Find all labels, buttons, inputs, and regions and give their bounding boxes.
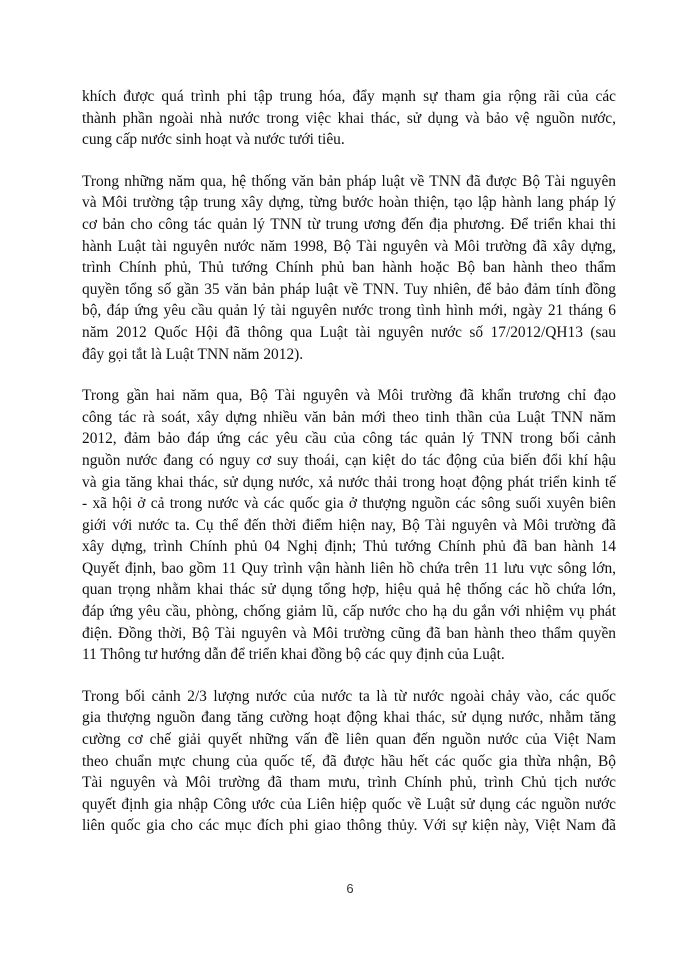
text-line: quyền tổng số gần 35 văn bản pháp luật về TNN. Tuy nhiên, để bảo đảm tính đồng	[82, 280, 616, 298]
text-line: Trong bối cảnh 2/3 lượng nước của nước ta là từ nước ngoài chảy vào, các quốc	[82, 687, 616, 705]
text-line: đây gọi tắt là Luật TNN năm 2012).	[82, 345, 304, 363]
text-line: cường cơ chế giải quyết những vấn đề liên quan đến nguồn nước của Việt Nam	[82, 731, 616, 749]
text-line: cơ bản cho công tác quản lý TNN từ trung ương đến địa phương. Để triển khai thi	[82, 215, 616, 233]
text-line: Trong gần hai năm qua, Bộ Tài nguyên và Môi trường đã khẩn trương chỉ đạo	[82, 387, 616, 405]
document-body	[82, 86, 616, 857]
text-line: công tác rà soát, xây dựng nhiều văn bản mới theo tinh thần của Luật TNN năm	[82, 408, 616, 426]
text-line: gia thượng nguồn đang tăng cường hoạt động khai thác, sử dụng nước, nhằm tăng	[82, 709, 616, 727]
text-line: và Môi trường tập trung xây dựng, từng bước hoàn thiện, tạo lập hành lang pháp lý	[82, 194, 616, 212]
text-line: bộ, đáp ứng yêu cầu quản lý tài nguyên nước trong tình hình mới, ngày 21 tháng 6	[82, 302, 616, 320]
text-line: quyết định gia nhập Công ước của Liên hiệp quốc về Luật sử dụng các nguồn nước	[82, 795, 616, 813]
page-number: 6	[346, 881, 354, 896]
text-line: liên quốc gia cho các mục đích phi giao thông thủy. Với sự kiện này, Việt Nam đã	[82, 817, 616, 835]
text-line: cung cấp nước sinh hoạt và nước tưới tiêu.	[82, 131, 345, 149]
text-line: Quyết định, bao gồm 11 Quy trình vận hành liên hồ chứa trên 11 lưu vực sông lớn,	[82, 559, 616, 577]
paragraph-3	[82, 385, 616, 666]
text-line: - xã hội ở cả trong nước và các quốc gia ở thượng nguồn các sông suối xuyên biên	[82, 495, 616, 513]
text-line: 11 Thông tư hướng dẫn để triển khai đồng bộ các quy định của Luật.	[82, 646, 505, 664]
text-line: thành phần ngoài nhà nước trong việc khai thác, sử dụng và bảo vệ nguồn nước,	[82, 109, 616, 127]
text-line: Trong những năm qua, hệ thống văn bản pháp luật về TNN đã được Bộ Tài nguyên	[82, 172, 616, 190]
paragraph-4	[82, 686, 616, 837]
text-line: xây dựng, trình Chính phủ 04 Nghị định; Thủ tướng Chính phủ đã ban hành 14	[82, 538, 616, 556]
text-line: và gia tăng khai thác, sử dụng nước, xả nước thải trong hoạt động phát triển kinh tế	[82, 473, 616, 491]
text-line: theo chuẩn mực chung của quốc tế, đã được hầu hết các quốc gia thừa nhận, Bộ	[82, 752, 616, 770]
text-line: Tài nguyên và Môi trường đã tham mưu, trình Chính phủ, trình Chủ tịch nước	[82, 774, 616, 792]
text-line: quan trọng nhằm khai thác sử dụng tổng hợp, hiệu quả hệ thống các hồ chứa lớn,	[82, 581, 616, 599]
text-line: trình Chính phủ, Thủ tướng Chính phủ ban hành hoặc Bộ ban hành theo thẩm	[82, 259, 616, 277]
text-line: điện. Đồng thời, Bộ Tài nguyên và Môi trường cũng đã ban hành theo thẩm quyền	[82, 624, 616, 642]
text-line: đáp ứng yêu cầu, phòng, chống giảm lũ, cấp nước cho hạ du gắn với nhiệm vụ phát	[82, 603, 616, 621]
paragraph-2	[82, 171, 616, 365]
text-line: giới với nước ta. Cụ thể đến thời điểm hiện nay, Bộ Tài nguyên và Môi trường đã	[82, 516, 616, 534]
text-line: năm 2012 Quốc Hội đã thông qua Luật tài nguyên nước số 17/2012/QH13 (sau	[82, 323, 616, 341]
text-line: hành Luật tài nguyên nước năm 1998, Bộ Tài nguyên và Môi trường đã xây dựng,	[82, 237, 616, 255]
text-line: khích được quá trình phi tập trung hóa, đẩy mạnh sự tham gia rộng rãi của các	[82, 88, 616, 105]
text-line: nguồn nước đang có nguy cơ suy thoái, cạn kiệt do tác động của biến đổi khí hậu	[82, 451, 616, 469]
text-line: 2012, đảm bảo đáp ứng các yêu cầu của công tác quản lý TNN trong bối cảnh	[82, 430, 616, 448]
paragraph-1	[82, 86, 616, 151]
